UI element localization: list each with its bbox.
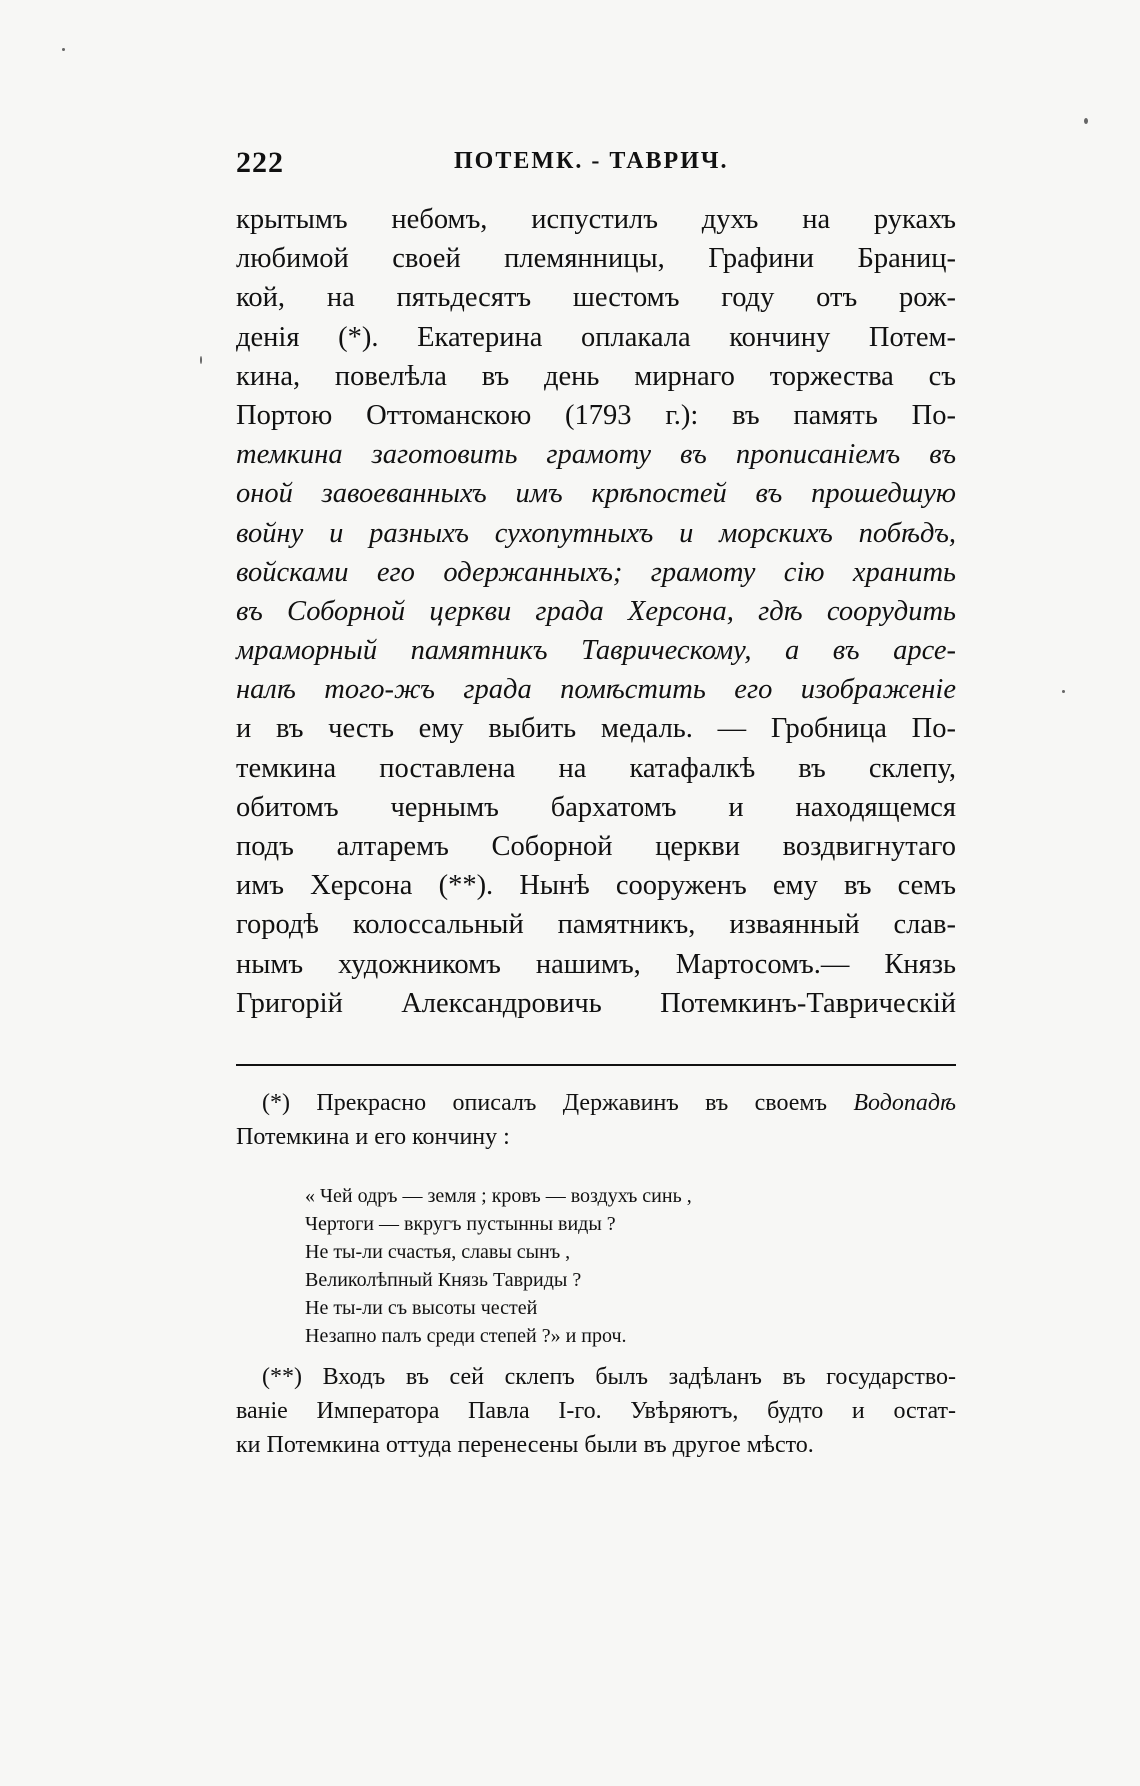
footnote-1-line: Потемкина и его кончину : bbox=[236, 1124, 510, 1150]
italic-text: налѣ того-жъ града помѣстить его изображеніе bbox=[236, 674, 956, 706]
main-text bbox=[236, 200, 956, 1023]
text-line: Григорій Александровичь Потемкинъ-Таврическій bbox=[236, 987, 956, 1019]
italic-text: мраморный памятникъ Таврическому, а въ арсе- bbox=[236, 635, 956, 667]
poem-line: « Чей одръ — земля ; кровъ — воздухъ синь , bbox=[305, 1185, 692, 1207]
poem-quote bbox=[305, 1182, 905, 1350]
footnote-2-line bbox=[236, 1360, 956, 1394]
footnote-1-line bbox=[236, 1086, 956, 1120]
text-line-italic bbox=[236, 514, 956, 553]
text-line: нымъ художникомъ нашимъ, Мартосомъ.— Князь bbox=[236, 948, 956, 980]
poem-line: Чертоги — вкругъ пустынны виды ? bbox=[305, 1213, 616, 1235]
italic-text: оной завоеванныхъ имъ крѣпостей въ прошедшую bbox=[236, 478, 956, 510]
text-line: Портою Оттоманскою (1793 г.): въ память По- bbox=[236, 399, 956, 431]
footnote-2-line: ваніе Императора Павла I-го. Увѣряютъ, будто и остат- bbox=[236, 1398, 956, 1424]
text-line: городѣ колоссальный памятникъ, изваянный слав- bbox=[236, 909, 956, 941]
text-line: любимой своей племянницы, Графини Браниц- bbox=[236, 243, 956, 275]
page-number: 222 bbox=[236, 146, 284, 179]
text-line: кина, повелѣла въ день мирнаго торжества съ bbox=[236, 360, 956, 392]
text-line: и въ честь ему выбить медаль. — Гробница По- bbox=[236, 713, 956, 745]
poem-line: Не ты-ли счастья, славы сынъ , bbox=[305, 1241, 571, 1263]
footnote-marker: (*) bbox=[262, 1090, 290, 1116]
text-line: кой, на пятьдесятъ шестомъ году отъ рож- bbox=[236, 282, 956, 314]
text-line: имъ Херсона (**). Нынѣ сооруженъ ему въ семъ bbox=[236, 870, 956, 902]
text-line-italic bbox=[236, 435, 956, 474]
footnote-1 bbox=[236, 1086, 956, 1154]
footnote-text: Прекрасно описалъ Державинъ въ своемъ bbox=[316, 1090, 827, 1116]
text-line: денія (*). Екатерина оплакала кончину Потем- bbox=[236, 321, 956, 353]
scan-speck bbox=[200, 356, 202, 364]
poem-line: Незапно палъ среди степей ?» и проч. bbox=[305, 1325, 627, 1347]
text-line-italic bbox=[236, 553, 956, 592]
poem-line: Не ты-ли съ высоты честей bbox=[305, 1297, 538, 1319]
text-line-italic bbox=[236, 592, 956, 631]
scan-speck bbox=[1062, 690, 1065, 693]
italic-text: войсками его одержанныхъ; грамоту сію хранить bbox=[236, 556, 956, 588]
scan-speck bbox=[1084, 118, 1088, 124]
footnote-marker: (**) bbox=[262, 1364, 302, 1390]
poem-line: Великолѣпный Князь Тавриды ? bbox=[305, 1269, 582, 1291]
running-title: ПОТЕМК. - ТАВРИЧ. bbox=[454, 148, 729, 174]
text-line: темкина поставлена на катафалкѣ въ склепу, bbox=[236, 752, 956, 784]
footnote-text: Входъ въ сей склепъ былъ задѣланъ въ государство- bbox=[322, 1364, 956, 1390]
text-line-italic bbox=[236, 670, 956, 709]
text-line-italic bbox=[236, 631, 956, 670]
page-header bbox=[236, 146, 956, 186]
text-line: подъ алтаремъ Соборной церкви воздвигнутаго bbox=[236, 831, 956, 862]
footnote-divider bbox=[236, 1064, 956, 1066]
italic-text: темкина заготовить грамоту въ прописаніемъ въ bbox=[236, 439, 956, 471]
footnote-2 bbox=[236, 1360, 956, 1462]
text-line: обитомъ чернымъ бархатомъ и находящемся bbox=[236, 791, 956, 823]
text-line: крытымъ небомъ, испустилъ духъ на рукахъ bbox=[236, 204, 956, 235]
italic-text: въ Соборной церкви града Херсона, гдѣ соорудить bbox=[236, 595, 956, 627]
footnote-2-line: ки Потемкина оттуда перенесены были въ другое мѣсто. bbox=[236, 1432, 814, 1458]
scan-speck bbox=[62, 48, 65, 51]
italic-text: войну и разныхъ сухопутныхъ и морскихъ побѣдъ, bbox=[236, 517, 956, 549]
footnote-poem-title: Водопадѣ bbox=[853, 1090, 957, 1116]
text-line-italic bbox=[236, 474, 956, 513]
